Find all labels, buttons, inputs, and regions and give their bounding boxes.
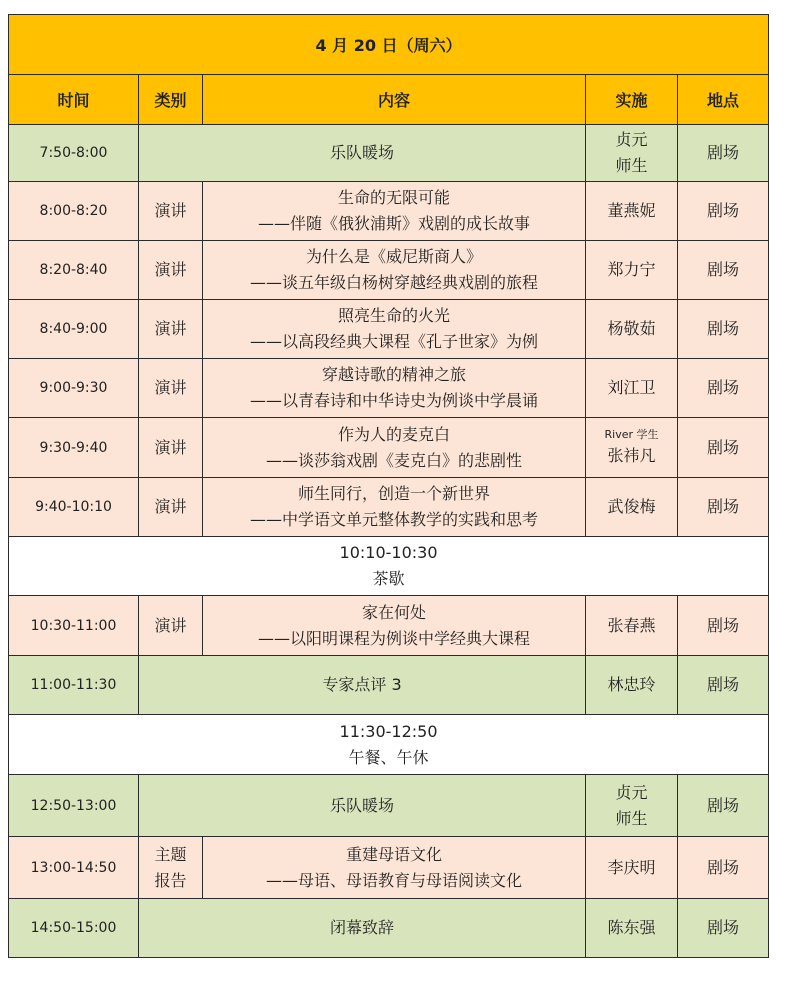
row-type: 演讲 bbox=[139, 418, 203, 478]
row-presenter: 贞元 师生 bbox=[586, 775, 678, 837]
break-row bbox=[9, 537, 769, 596]
row-time: 8:20-8:40 bbox=[9, 241, 139, 300]
table-row bbox=[9, 775, 769, 837]
row-time: 10:30-11:00 bbox=[9, 596, 139, 656]
row-time: 8:00-8:20 bbox=[9, 182, 139, 241]
row-content: 乐队暖场 bbox=[139, 125, 586, 182]
row-place: 剧场 bbox=[678, 241, 769, 300]
row-place: 剧场 bbox=[678, 182, 769, 241]
row-presenter: 刘江卫 bbox=[586, 359, 678, 418]
row-place: 剧场 bbox=[678, 418, 769, 478]
row-time: 12:50-13:00 bbox=[9, 775, 139, 837]
header-content: 内容 bbox=[203, 75, 586, 125]
row-type: 演讲 bbox=[139, 359, 203, 418]
table-row bbox=[9, 125, 769, 182]
table-row bbox=[9, 656, 769, 715]
row-content: 闭幕致辞 bbox=[139, 899, 586, 958]
break-cell: 10:10-10:30 茶歇 bbox=[9, 537, 769, 596]
row-type: 演讲 bbox=[139, 300, 203, 359]
table-row bbox=[9, 359, 769, 418]
row-time: 9:30-9:40 bbox=[9, 418, 139, 478]
row-time: 11:00-11:30 bbox=[9, 656, 139, 715]
schedule-table bbox=[8, 14, 769, 958]
row-time: 8:40-9:00 bbox=[9, 300, 139, 359]
row-place: 剧场 bbox=[678, 656, 769, 715]
row-presenter: 李庆明 bbox=[586, 837, 678, 899]
row-type: 主题 报告 bbox=[139, 837, 203, 899]
row-content: 穿越诗歌的精神之旅 ——以青春诗和中华诗史为例谈中学晨诵 bbox=[203, 359, 586, 418]
table-row bbox=[9, 241, 769, 300]
row-presenter: 杨敬茹 bbox=[586, 300, 678, 359]
row-content: 专家点评 3 bbox=[139, 656, 586, 715]
row-content: 重建母语文化 ——母语、母语教育与母语阅读文化 bbox=[203, 837, 586, 899]
row-content: 为什么是《威尼斯商人》 ——谈五年级白杨树穿越经典戏剧的旅程 bbox=[203, 241, 586, 300]
row-time: 7:50-8:00 bbox=[9, 125, 139, 182]
schedule-sheet bbox=[8, 14, 768, 958]
header-time: 时间 bbox=[9, 75, 139, 125]
row-content: 照亮生命的火光 ——以高段经典大课程《孔子世家》为例 bbox=[203, 300, 586, 359]
table-row bbox=[9, 300, 769, 359]
row-place: 剧场 bbox=[678, 596, 769, 656]
row-place: 剧场 bbox=[678, 125, 769, 182]
row-time: 9:00-9:30 bbox=[9, 359, 139, 418]
row-place: 剧场 bbox=[678, 300, 769, 359]
row-presenter: 林忠玲 bbox=[586, 656, 678, 715]
row-presenter: 郑力宁 bbox=[586, 241, 678, 300]
row-presenter: 陈东强 bbox=[586, 899, 678, 958]
header-place: 地点 bbox=[678, 75, 769, 125]
header-presenter: 实施 bbox=[586, 75, 678, 125]
row-place: 剧场 bbox=[678, 359, 769, 418]
table-title: 4 月 20 日（周六） bbox=[9, 15, 769, 75]
break-cell: 11:30-12:50 午餐、午休 bbox=[9, 715, 769, 775]
table-row bbox=[9, 596, 769, 656]
row-presenter: 贞元 师生 bbox=[586, 125, 678, 182]
row-content: 师生同行，创造一个新世界 ——中学语文单元整体教学的实践和思考 bbox=[203, 478, 586, 537]
row-place: 剧场 bbox=[678, 899, 769, 958]
break-row bbox=[9, 715, 769, 775]
row-presenter: 张春燕 bbox=[586, 596, 678, 656]
table-row bbox=[9, 478, 769, 537]
row-type: 演讲 bbox=[139, 182, 203, 241]
row-presenter: River 学生 张祎凡 bbox=[586, 418, 678, 478]
row-place: 剧场 bbox=[678, 837, 769, 899]
row-content: 乐队暖场 bbox=[139, 775, 586, 837]
row-presenter: 董燕妮 bbox=[586, 182, 678, 241]
row-presenter: 武俊梅 bbox=[586, 478, 678, 537]
table-row bbox=[9, 182, 769, 241]
row-place: 剧场 bbox=[678, 478, 769, 537]
row-time: 13:00-14:50 bbox=[9, 837, 139, 899]
row-place: 剧场 bbox=[678, 775, 769, 837]
row-time: 14:50-15:00 bbox=[9, 899, 139, 958]
row-content: 生命的无限可能 ——伴随《俄狄浦斯》戏剧的成长故事 bbox=[203, 182, 586, 241]
header-type: 类别 bbox=[139, 75, 203, 125]
row-content: 作为人的麦克白 ——谈莎翁戏剧《麦克白》的悲剧性 bbox=[203, 418, 586, 478]
table-row bbox=[9, 418, 769, 478]
row-content: 家在何处 ——以阳明课程为例谈中学经典大课程 bbox=[203, 596, 586, 656]
row-type: 演讲 bbox=[139, 241, 203, 300]
table-row bbox=[9, 837, 769, 899]
row-type: 演讲 bbox=[139, 478, 203, 537]
row-time: 9:40-10:10 bbox=[9, 478, 139, 537]
table-row bbox=[9, 899, 769, 958]
row-type: 演讲 bbox=[139, 596, 203, 656]
